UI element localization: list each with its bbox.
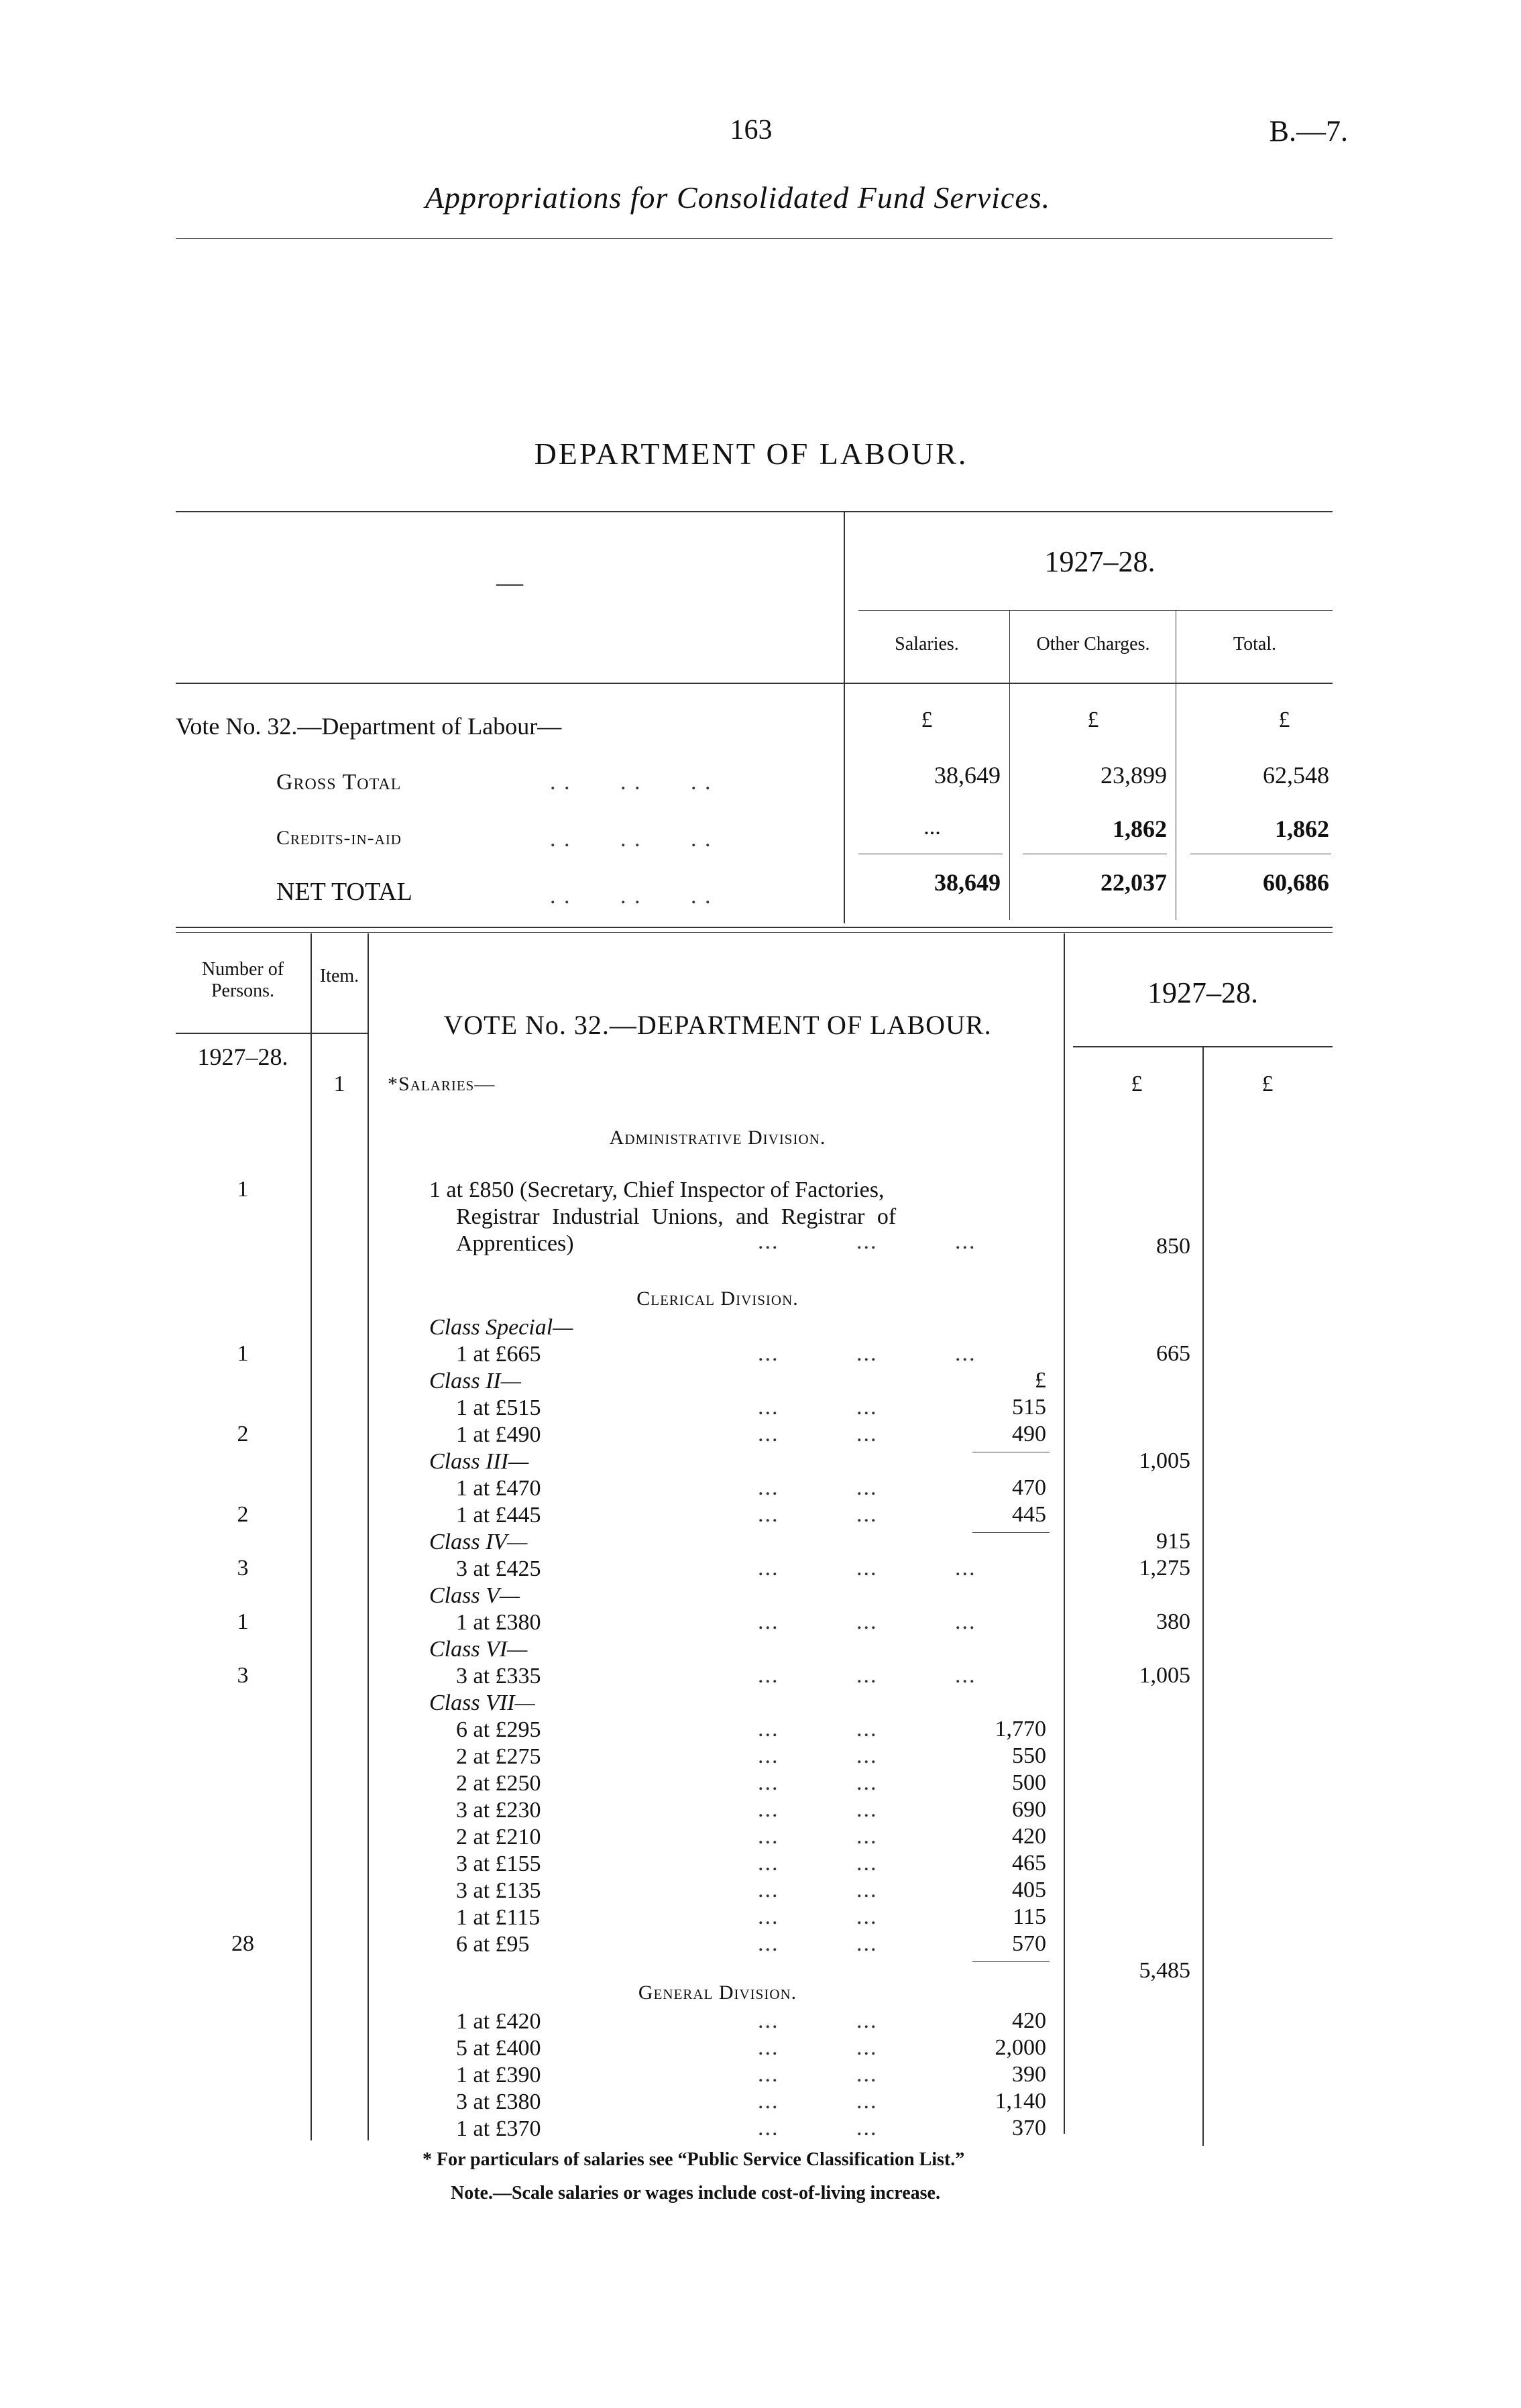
salary-line: 1 at £390 — [456, 2063, 541, 2087]
footnote-star: * For particulars of salaries see “Public Service Classification List.” — [422, 2149, 965, 2170]
admin-text-line: Apprentices) — [456, 1231, 574, 1256]
class-heading: Class Special— — [429, 1315, 573, 1340]
class-heading: Class II— — [429, 1369, 521, 1393]
net-total: 60,686 — [1263, 869, 1329, 896]
admin-division-heading: Administrative Division. — [609, 1127, 826, 1149]
gross-other: 23,899 — [1101, 762, 1167, 789]
salary-line: 1 at £380 — [456, 1610, 541, 1635]
salary-line: 2 at £275 — [456, 1744, 541, 1769]
detail-vline-4 — [1202, 1046, 1204, 2146]
class-heading: Class III— — [429, 1449, 529, 1474]
salary-line: 3 at £425 — [456, 1556, 541, 1581]
subtotal-rule — [972, 1961, 1050, 1962]
gross-salaries: 38,649 — [934, 762, 1001, 789]
dot-leader: ... ... — [758, 1743, 878, 1768]
detail-header-rule-left — [176, 1033, 368, 1034]
net-total-label: NET TOTAL — [276, 878, 412, 906]
credits-total: 1,862 — [1275, 815, 1329, 842]
summary-dash: — — [496, 567, 523, 597]
credits-other: 1,862 — [1113, 815, 1167, 842]
dot-leader: ... ... — [758, 1717, 878, 1741]
line-amount: 370 — [1012, 2116, 1046, 2140]
salary-amount: 1,275 — [1139, 1556, 1190, 1581]
dot-leader: ... ... — [758, 1395, 878, 1420]
salary-line: 1 at £665 — [456, 1342, 541, 1367]
col-item: Item. — [319, 966, 359, 986]
line-amount: 390 — [1012, 2062, 1046, 2087]
net-other: 22,037 — [1101, 869, 1167, 896]
salary-line: 2 at £210 — [456, 1825, 541, 1849]
col-number-persons: Number of Persons. — [201, 959, 284, 1001]
detail-vline-3 — [1064, 933, 1065, 2134]
persons-count: 1 — [237, 1609, 249, 1634]
line-amount: 115 — [1013, 1904, 1046, 1929]
salary-line: 6 at £95 — [456, 1932, 530, 1957]
line-amount: 420 — [1012, 1824, 1046, 1849]
class-total: 1,005 — [1139, 1448, 1190, 1473]
line-amount: 470 — [1012, 1475, 1046, 1500]
line-amount: 1,770 — [995, 1717, 1046, 1741]
summary-year-rule — [858, 610, 1333, 611]
line-amount: 405 — [1012, 1878, 1046, 1902]
dot-leader: ... ... ... — [758, 1556, 976, 1581]
clerical-division-heading: Clerical Division. — [636, 1287, 799, 1310]
pound-sign-2: £ — [1261, 1072, 1274, 1096]
summary-divider — [844, 511, 845, 923]
dot-leader: ... ... — [758, 1475, 878, 1500]
line-amount: 515 — [1012, 1395, 1046, 1420]
dot-leader: ... ... ... — [758, 1229, 976, 1254]
pound-sign-1: £ — [1131, 1072, 1143, 1096]
persons-count: 3 — [237, 1663, 249, 1688]
dot-leader: ... ... — [758, 2062, 878, 2087]
credits-salaries: ... — [923, 815, 941, 840]
dot-leader: ... ... — [758, 2089, 878, 2114]
header-rule — [176, 238, 1333, 239]
gross-total-label: Gross Total — [276, 770, 402, 795]
dot-leader: ... ... — [758, 1904, 878, 1929]
salary-line: 1 at £445 — [456, 1503, 541, 1528]
item-number: 1 — [333, 1072, 345, 1096]
detail-header-rule-right — [1073, 1046, 1333, 1047]
pound-sign: £ — [1035, 1368, 1046, 1393]
dot-leader: ... ... — [758, 1878, 878, 1902]
dot-leader: ... ... — [758, 1824, 878, 1849]
col-rule-1 — [1009, 610, 1010, 920]
detail-vline-2 — [368, 933, 369, 2140]
salary-line: 1 at £370 — [456, 2116, 541, 2141]
credits-label: Credits-in-aid — [276, 827, 402, 849]
class-total: 5,485 — [1139, 1958, 1190, 1983]
dot-leader: . . . . . . — [550, 770, 712, 795]
dot-leader: ... ... — [758, 1770, 878, 1795]
detail-vline-1 — [311, 933, 312, 2140]
salary-line: 1 at £490 — [456, 1422, 541, 1447]
admin-amount: 850 — [1156, 1234, 1190, 1259]
line-amount: 1,140 — [995, 2089, 1046, 2114]
dot-leader: ... ... — [758, 1422, 878, 1446]
dot-leader: ... ... — [758, 1931, 878, 1956]
persons-count: 3 — [237, 1556, 249, 1581]
admin-text-line: 1 at £850 (Secretary, Chief Inspector of Factories, — [429, 1178, 885, 1202]
dot-leader: ... ... ... — [758, 1341, 976, 1366]
gross-total: 62,548 — [1263, 762, 1329, 789]
line-amount: 570 — [1012, 1931, 1046, 1956]
salary-line: 3 at £155 — [456, 1851, 541, 1876]
year-right: 1927–28. — [1147, 976, 1258, 1009]
class-heading: Class IV— — [429, 1530, 528, 1554]
line-amount: 550 — [1012, 1743, 1046, 1768]
persons-count: 28 — [231, 1931, 254, 1956]
summary-bottom-rule — [176, 927, 1333, 928]
year-left: 1927–28. — [197, 1043, 288, 1070]
salary-line: 1 at £420 — [456, 2009, 541, 2034]
persons-count: 2 — [237, 1502, 249, 1527]
general-division-heading: General Division. — [638, 1982, 797, 2004]
dot-leader: ... ... — [758, 1502, 878, 1527]
salary-line: 1 at £470 — [456, 1476, 541, 1501]
line-amount: 445 — [1012, 1502, 1046, 1527]
department-title: DEPARTMENT OF LABOUR. — [534, 437, 968, 471]
salary-line: 3 at £380 — [456, 2089, 541, 2114]
dot-leader: ... ... ... — [758, 1609, 976, 1634]
page-number: 163 — [730, 115, 773, 146]
line-amount: 500 — [1012, 1770, 1046, 1795]
line-amount: 2,000 — [995, 2035, 1046, 2060]
dot-leader: ... ... — [758, 2008, 878, 2033]
persons-count: 1 — [237, 1341, 249, 1366]
admin-text-line: Registrar Industrial Unions, and Registrar of — [456, 1204, 897, 1229]
persons-count: 1 — [237, 1177, 249, 1202]
detail-top-rule — [176, 932, 1333, 933]
col-total: Total. — [1233, 634, 1277, 654]
salary-line: 6 at £295 — [456, 1717, 541, 1742]
col-salaries: Salaries. — [895, 634, 959, 654]
subtotal-rule — [972, 1532, 1050, 1533]
net-salaries: 38,649 — [934, 869, 1001, 896]
currency-other: £ — [1087, 707, 1099, 732]
salary-line: 2 at £250 — [456, 1771, 541, 1796]
summary-year: 1927–28. — [1044, 545, 1156, 578]
salary-line: 3 at £230 — [456, 1798, 541, 1823]
class-heading: Class V— — [429, 1583, 520, 1608]
line-amount: 690 — [1012, 1797, 1046, 1822]
vote-label: Vote No. 32.—Department of Labour— — [176, 713, 562, 740]
currency-salaries: £ — [921, 707, 933, 732]
footnote-note: Note.—Scale salaries or wages include cost-of-living increase. — [451, 2183, 940, 2203]
page-subtitle: Appropriations for Consolidated Fund Services. — [425, 180, 1051, 215]
dot-leader: ... ... — [758, 2035, 878, 2060]
dot-leader: . . . . . . — [550, 884, 712, 909]
class-heading: Class VII— — [429, 1690, 535, 1715]
persons-count: 2 — [237, 1422, 249, 1446]
document-reference: B.—7. — [1269, 115, 1348, 148]
vote-title: VOTE No. 32.—DEPARTMENT OF LABOUR. — [443, 1010, 992, 1040]
salary-amount: 665 — [1156, 1341, 1190, 1366]
salary-line: 1 at £515 — [456, 1395, 541, 1420]
salary-line: 3 at £135 — [456, 1878, 541, 1903]
line-amount: 420 — [1012, 2008, 1046, 2033]
currency-total: £ — [1278, 707, 1290, 732]
salary-line: 5 at £400 — [456, 2036, 541, 2061]
col-other-charges: Other Charges. — [1036, 634, 1150, 654]
salary-amount: 1,005 — [1139, 1663, 1190, 1688]
salaries-heading: *Salaries— — [388, 1073, 496, 1095]
summary-header-rule — [176, 683, 1333, 684]
class-heading: Class VI— — [429, 1637, 528, 1662]
salary-line: 1 at £115 — [456, 1905, 541, 1930]
dot-leader: ... ... — [758, 2116, 878, 2140]
dot-leader: ... ... — [758, 1851, 878, 1876]
line-amount: 465 — [1012, 1851, 1046, 1876]
summary-top-rule — [176, 511, 1333, 512]
dot-leader: ... ... ... — [758, 1663, 976, 1688]
dot-leader: . . . . . . — [550, 827, 712, 852]
dot-leader: ... ... — [758, 1797, 878, 1822]
line-amount: 490 — [1012, 1422, 1046, 1446]
salary-line: 3 at £335 — [456, 1664, 541, 1688]
class-total: 915 — [1156, 1529, 1190, 1554]
salary-amount: 380 — [1156, 1609, 1190, 1634]
